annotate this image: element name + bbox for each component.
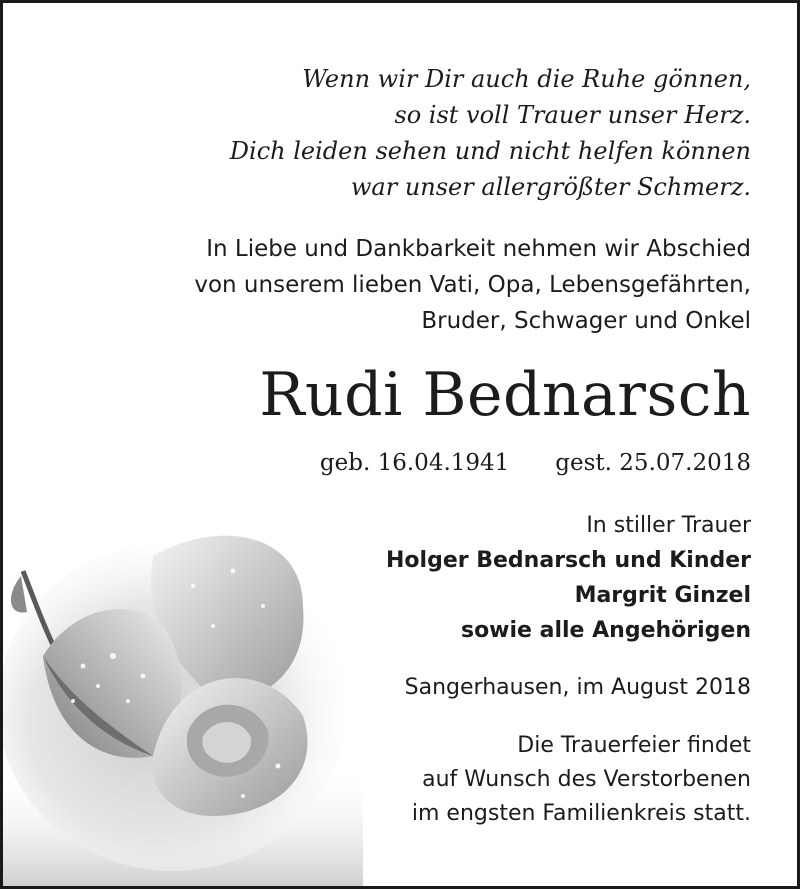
deceased-name: Rudi Bednarsch xyxy=(259,360,751,430)
birth-date: geb. 16.04.1941 xyxy=(319,450,510,476)
place-and-date: Sangerhausen, im August 2018 xyxy=(404,675,751,700)
mourner-name: sowie alle Angehörigen xyxy=(460,618,751,643)
memorial-poem xyxy=(111,61,751,205)
life-dates xyxy=(111,445,751,481)
mourners-block xyxy=(251,508,751,648)
mourner-name: Holger Bednarsch und Kinder xyxy=(386,548,751,573)
farewell-intro xyxy=(111,231,751,339)
mourners-heading: In stiller Trauer xyxy=(586,513,751,538)
poem-line: war unser allergrößter Schmerz. xyxy=(350,173,751,201)
funeral-line: Die Trauerfeier findet xyxy=(517,733,751,758)
poem-line: Wenn wir Dir auch die Ruhe gönnen, xyxy=(302,65,751,93)
intro-line: Bruder, Schwager und Onkel xyxy=(421,308,751,334)
funeral-line: im engsten Familienkreis statt. xyxy=(411,801,751,826)
intro-line: von unserem lieben Vati, Opa, Lebensgefährten, xyxy=(194,272,751,298)
mourner-name: Margrit Ginzel xyxy=(574,583,751,608)
death-date: gest. 25.07.2018 xyxy=(555,450,751,476)
intro-line: In Liebe und Dankbarkeit nehmen wir Abschied xyxy=(206,236,751,262)
funeral-note xyxy=(251,729,751,831)
poem-line: so ist voll Trauer unser Herz. xyxy=(394,101,751,129)
funeral-line: auf Wunsch des Verstorbenen xyxy=(422,767,751,792)
poem-line: Dich leiden sehen und nicht helfen können xyxy=(229,137,751,165)
